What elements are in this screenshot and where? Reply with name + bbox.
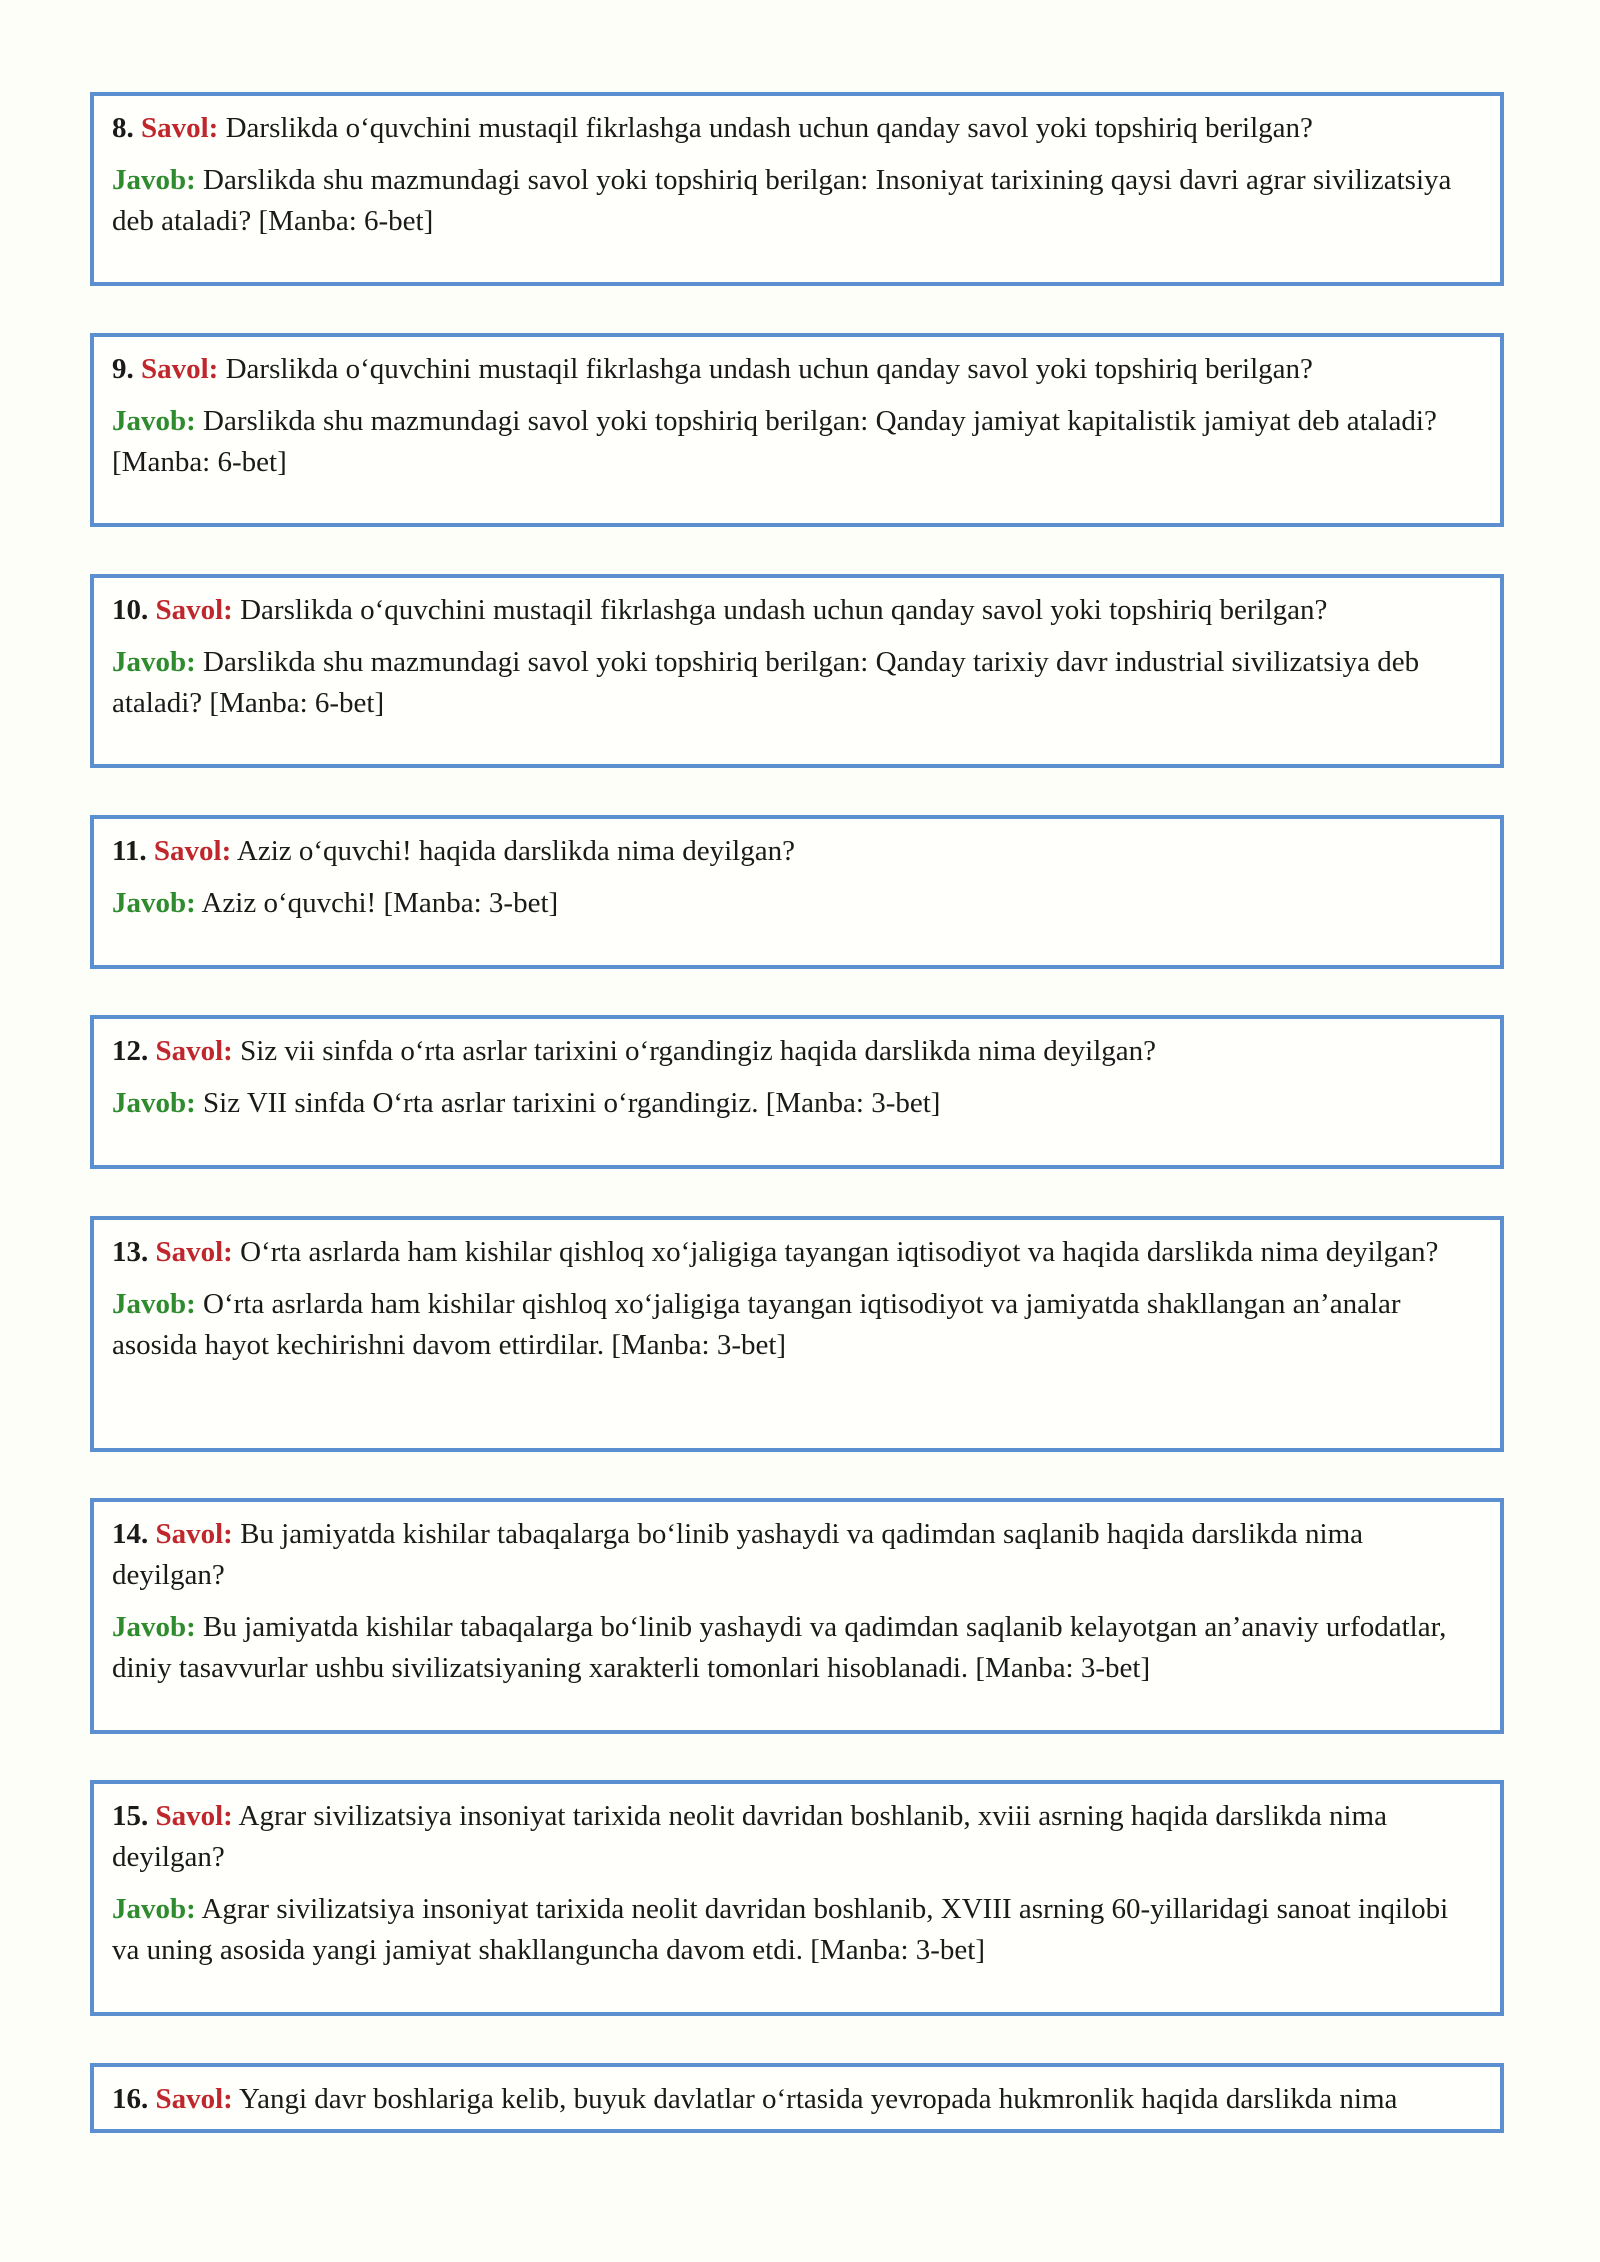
question-text: Darslikda o‘quvchini mustaqil fikrlashga undash uchun qanday savol yoki topshiriq berilgan?: [225, 112, 1313, 144]
question-line: [112, 108, 1482, 149]
savol-label: Savol:: [141, 112, 219, 144]
javob-label: Javob:: [112, 1893, 196, 1925]
qa-card-16: [90, 2063, 1504, 2133]
question-text: O‘rta asrlarda ham kishilar qishloq xo‘jaligiga tayangan iqtisodiyot va haqida darslikda nima deyilgan?: [240, 1236, 1439, 1268]
question-number: 11.: [112, 835, 147, 867]
question-number: 12.: [112, 1035, 149, 1067]
answer-line: [112, 642, 1482, 724]
question-text: Darslikda o‘quvchini mustaqil fikrlashga undash uchun qanday savol yoki topshiriq berilgan?: [225, 353, 1313, 385]
javob-label: Javob:: [112, 1611, 196, 1643]
qa-card-9: [90, 333, 1504, 527]
answer-text: Bu jamiyatda kishilar tabaqalarga bo‘linib yashaydi va qadimdan saqlanib kelayotgan an’anaviy urfodatlar, diniy tasavvurlar ushbu sivilizatsiyaning xarakterli tomonlari hisoblanadi. [Manba: 3-bet]: [112, 1611, 1447, 1684]
question-number: 9.: [112, 353, 134, 385]
qa-card-8: [90, 92, 1504, 286]
answer-text: O‘rta asrlarda ham kishilar qishloq xo‘jaligiga tayangan iqtisodiyot va jamiyatda shakllangan an’analar asosida hayot kechirishni davom ettirdilar. [Manba: 3-bet]: [112, 1288, 1401, 1361]
javob-label: Javob:: [112, 1288, 196, 1320]
savol-label: Savol:: [141, 353, 219, 385]
question-line: [112, 590, 1482, 631]
question-line: [112, 831, 1482, 872]
answer-text: Agrar sivilizatsiya insoniyat tarixida neolit davridan boshlanib, XVIII asrning 60-yillaridagi sanoat inqilobi va uning asosida yangi jamiyat shakllanguncha davom etdi. [Manba: 3-bet]: [112, 1893, 1449, 1966]
answer-text: Darslikda shu mazmundagi savol yoki topshiriq berilgan: Qanday tarixiy davr industrial sivilizatsiya deb ataladi? [Manba: 6-bet]: [112, 646, 1420, 719]
question-line: [112, 1031, 1482, 1072]
qa-card-15: [90, 1780, 1504, 2016]
question-line: [112, 1796, 1482, 1878]
question-text: Bu jamiyatda kishilar tabaqalarga bo‘linib yashaydi va qadimdan saqlanib haqida darslikda nima deyilgan?: [112, 1518, 1363, 1591]
savol-label: Savol:: [155, 2083, 233, 2115]
savol-label: Savol:: [155, 1518, 233, 1550]
answer-text: Siz VII sinfda O‘rta asrlar tarixini o‘rgandingiz. [Manba: 3-bet]: [203, 1087, 941, 1119]
qa-card-12: [90, 1015, 1504, 1169]
question-line: [112, 1232, 1482, 1273]
savol-label: Savol:: [155, 1800, 233, 1832]
qa-card-13: [90, 1216, 1504, 1452]
answer-line: [112, 1889, 1482, 1971]
savol-label: Savol:: [153, 835, 232, 867]
javob-label: Javob:: [112, 887, 196, 919]
question-text: Agrar sivilizatsiya insoniyat tarixida neolit davridan boshlanib, xviii asrning haqida darslikda nima deyilgan?: [112, 1800, 1387, 1873]
qa-card-14: [90, 1498, 1504, 1734]
answer-text: Darslikda shu mazmundagi savol yoki topshiriq berilgan: Insoniyat tarixining qaysi davri agrar sivilizatsiya deb ataladi? [Manba: 6-bet]: [112, 164, 1452, 237]
question-number: 16.: [112, 2083, 149, 2115]
question-line: [112, 1514, 1482, 1596]
question-text: Darslikda o‘quvchini mustaqil fikrlashga undash uchun qanday savol yoki topshiriq berilgan?: [240, 594, 1328, 626]
javob-label: Javob:: [112, 646, 196, 678]
answer-line: [112, 1083, 1482, 1124]
qa-card-11: [90, 815, 1504, 969]
question-number: 14.: [112, 1518, 149, 1550]
javob-label: Javob:: [112, 405, 196, 437]
javob-label: Javob:: [112, 1087, 196, 1119]
answer-line: [112, 883, 1482, 924]
savol-label: Savol:: [155, 1236, 233, 1268]
savol-label: Savol:: [155, 594, 233, 626]
answer-line: [112, 160, 1482, 242]
savol-label: Savol:: [155, 1035, 233, 1067]
question-line: [112, 349, 1482, 390]
question-number: 13.: [112, 1236, 149, 1268]
answer-text: Aziz o‘quvchi! [Manba: 3-bet]: [201, 887, 559, 919]
question-text: Siz vii sinfda o‘rta asrlar tarixini o‘rgandingiz haqida darslikda nima deyilgan?: [240, 1035, 1157, 1067]
answer-line: [112, 1284, 1482, 1366]
answer-line: [112, 401, 1482, 483]
question-line: [112, 2079, 1482, 2120]
question-number: 15.: [112, 1800, 149, 1832]
question-text: Aziz o‘quvchi! haqida darslikda nima deyilgan?: [236, 835, 795, 867]
question-text: Yangi davr boshlariga kelib, buyuk davlatlar o‘rtasida yevropada hukmronlik haqida darslikda nima: [239, 2083, 1398, 2115]
qa-card-10: [90, 574, 1504, 768]
answer-line: [112, 1607, 1482, 1689]
question-number: 10.: [112, 594, 149, 626]
question-number: 8.: [112, 112, 134, 144]
answer-text: Darslikda shu mazmundagi savol yoki topshiriq berilgan: Qanday jamiyat kapitalistik jamiyat deb ataladi? [Manba: 6-bet]: [112, 405, 1437, 478]
javob-label: Javob:: [112, 164, 196, 196]
